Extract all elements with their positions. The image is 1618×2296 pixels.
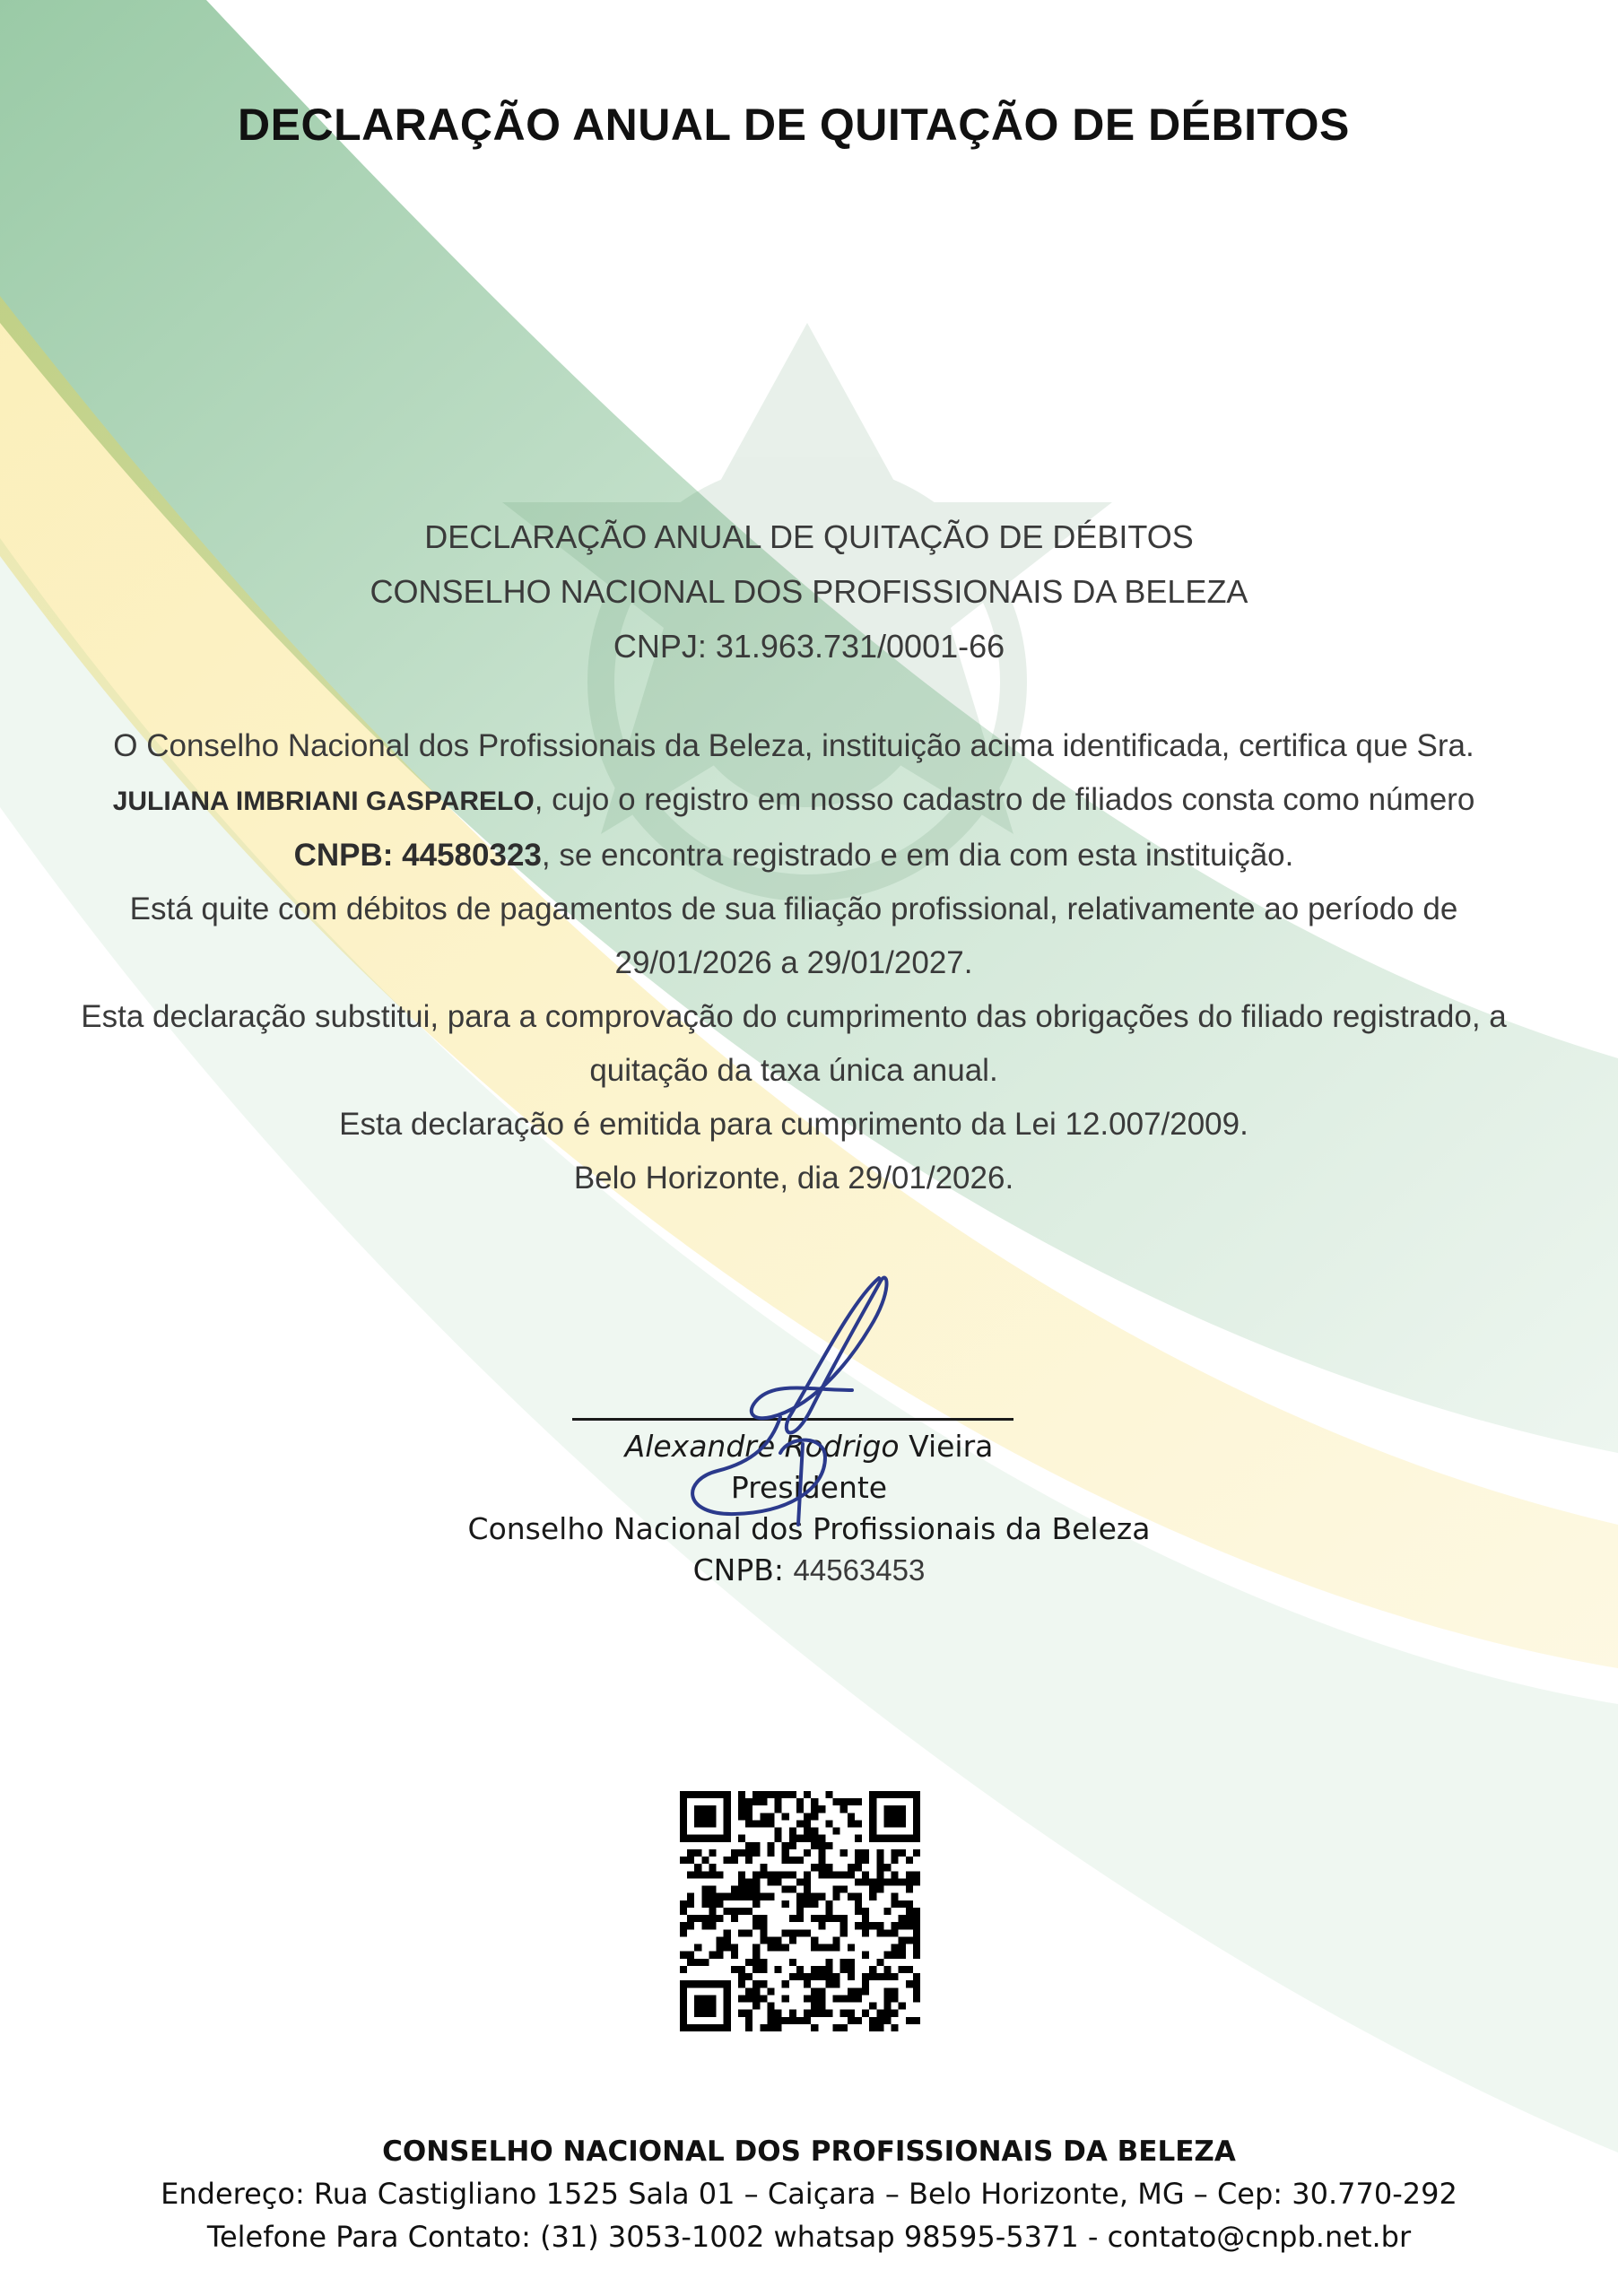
signatory-reg-label: CNPB: [692,1552,785,1587]
member-name: JULIANA IMBRIANI GASPARELO [112,787,535,816]
handwritten-signature [646,1265,969,1534]
header-organization: CONSELHO NACIONAL DOS PROFISSIONAIS DA BELEZA [370,573,1248,610]
footer-address: Endereço: Rua Castigliano 1525 Sala 01 – Caiçara – Belo Horizonte, MG – Cep: 30.770-292 [161,2177,1457,2211]
header-declaration: DECLARAÇÃO ANUAL DE QUITAÇÃO DE DÉBITOS [424,518,1194,555]
issuer-header [0,509,1618,674]
certification-text-b: , cujo o registro em nosso cadastro de filiados consta como número [534,782,1475,817]
declaration-body [72,719,1516,1205]
paragraph-certification [72,719,1516,883]
document-title: DECLARAÇÃO ANUAL DE QUITAÇÃO DE DÉBITOS [238,100,1350,150]
certification-text-a: O Conselho Nacional dos Profissionais da Beleza, instituição acima identificada, certifica que Sra. [113,728,1474,763]
header-cnpj: CNPJ: 31.963.731/0001-66 [613,628,1005,665]
paragraph-law: Esta declaração é emitida para cumprimento da Lei 12.007/2009. [339,1107,1248,1142]
signatory-role: Presidente [730,1470,888,1505]
paragraph-period: Está quite com débitos de pagamentos de sua filiação profissional, relativamente ao período de 29/01/2026 a 29/01/2027. [129,891,1458,980]
signatory-reg-number: 44563453 [793,1553,926,1587]
paragraph-date-place: Belo Horizonte, dia 29/01/2026. [573,1161,1014,1196]
footer [0,2131,1618,2258]
qr-code[interactable] [680,1791,920,2031]
signatory-name-plain: Vieira [909,1429,994,1464]
footer-organization: CONSELHO NACIONAL DOS PROFISSIONAIS DA BELEZA [382,2135,1236,2168]
member-registration: CNPB: 44580323 [293,838,542,873]
signatory-registration [0,1550,1618,1591]
signatory-name-italic: Alexandre Rodrigo [624,1429,900,1464]
signatory-organization: Conselho Nacional dos Profissionais da Beleza [467,1511,1151,1546]
certification-text-c: , se encontra registrado e em dia com esta instituição. [541,838,1294,873]
footer-contact: Telefone Para Contato: (31) 3053-1002 whatsap 98595-5371 - contato@cnpb.net.br [206,2220,1412,2254]
paragraph-substitution: Esta declaração substitui, para a comprovação do cumprimento das obrigações do filiado registrado, a quitação da taxa única anual. [81,999,1507,1088]
